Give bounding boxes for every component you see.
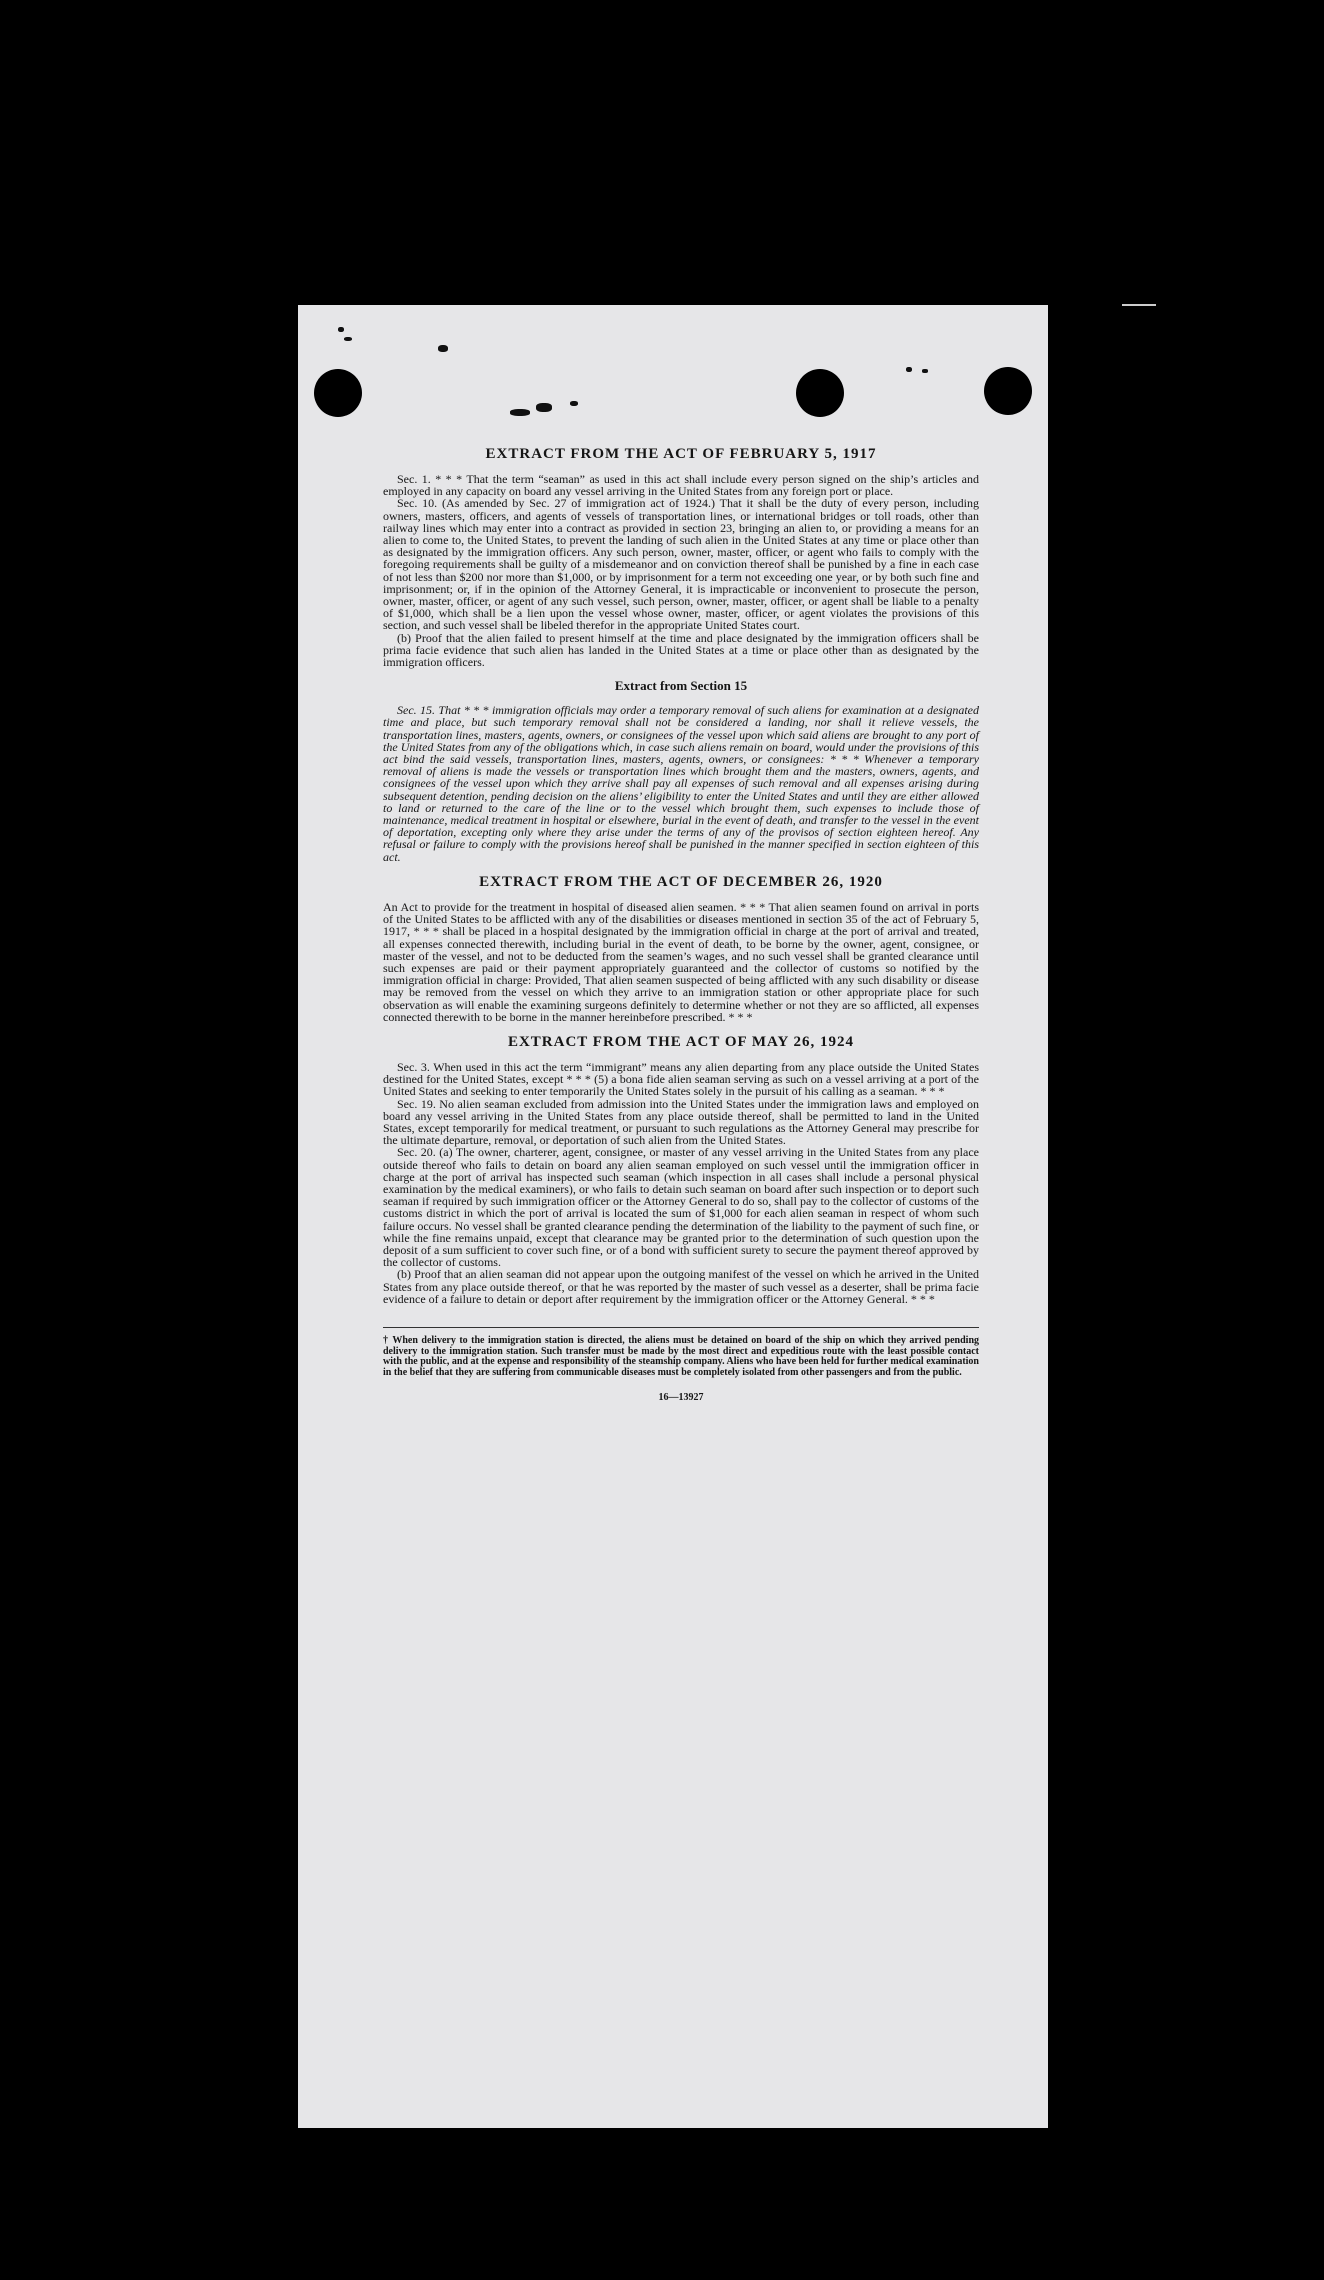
ink-speck (922, 369, 928, 373)
footnote-text: † When delivery to the immigration station is directed, the aliens must be detained on board of the ship on which they arrived pending delivery to the immigration station. Such transfer must be made by the most direct and expeditious route with the least possible contact with the public, and at the expense and responsibility of the steamship company. Aliens who have been held for further medical examination in the belief that they are suffering from communicable diseases must be completely isolated from other passengers and from the public. (383, 1334, 979, 1378)
ink-speck (510, 409, 530, 416)
form-number: 16—13927 (658, 1392, 704, 1404)
ink-speck (536, 403, 552, 412)
document-body (383, 445, 979, 1403)
ink-speck (570, 401, 578, 406)
heading-act-1917: EXTRACT FROM THE ACT OF FEBRUARY 5, 1917 (485, 446, 877, 462)
heading-section-15: Extract from Section 15 (614, 678, 748, 694)
act-1920-text: An Act to provide for the treatment in hospital of diseased alien seamen. * * * That alien seamen found on arrival in ports of the United States to be afflicted with any of the disabilities or diseases mentioned in section 35 of the act of February 5, 1917, * * * shall be placed in a hospital designated by the immigration official in charge at the port of arrival and treated, all expenses connected therewith, including burial in the event of death, to be borne by the owner, agent, consignee, or master of the vessel, and not to be deducted from the seamen’s wages, and no such vessel shall be granted clearance until such expenses are paid or their payment appropriately guaranteed and the collector of customs so notified by the immigration official in charge: Provided, That alien seamen suspected of being afflicted with any such disability or disease may be removed from the vessel on which they arrive to an immigration station or other appropriate place for such observation as will enable the examining surgeons definitely to determine whether or not they are so afflicted, all expenses connected therewith to be borne in the manner hereinbefore prescribed. * * * (383, 899, 979, 1024)
section-20b-text: (b) Proof that an alien seaman did not appear upon the outgoing manifest of the vessel on which he arrived in the United States from any place outside thereof, or that he was reported by the master of such vessel as a deserter, shall be prima facie evidence of a failure to detain or deport after requirement by the immigration officer or the Attorney General. * * * (383, 1267, 979, 1306)
scan-artifact (1122, 304, 1156, 306)
ink-speck (344, 337, 352, 341)
section-19-text: Sec. 19. No alien seaman excluded from admission into the United States under the immigration laws and employed on board any vessel arriving in the United States from any place outside thereof, shall be permitted to land in the United States, except temporarily for medical treatment, or pursuant to such regulations as the Attorney General may prescribe for the ultimate departure, removal, or deportation of such alien from the United States. (383, 1096, 979, 1148)
section-10b-text: (b) Proof that the alien failed to present himself at the time and place designated by the immigration officers shall be prima facie evidence that such alien has landed in the United States at a time or place other than as designated by the immigration officers. (383, 630, 979, 670)
ink-speck (438, 345, 448, 352)
footnote-divider (383, 1327, 979, 1328)
heading-act-1920: EXTRACT FROM THE ACT OF DECEMBER 26, 1920 (479, 873, 883, 890)
punch-hole-right (984, 367, 1032, 415)
section-10-text: Sec. 10. (As amended by Sec. 27 of immigration act of 1924.) That it shall be the duty of every person, including owners, masters, officers, and agents of vessels of transportation lines, or international bridges or toll roads, other than railway lines which may enter into a contract as provided in section 23, bringing an alien to, or providing a means for an alien to come to, the United States, to prevent the landing of such alien in the United States at any time or place other than as designated by the immigration officers. Any such person, owner, master, officer, or agent who fails to comply with the foregoing requirements shall be guilty of a misdemeanor and on conviction thereof shall be punished by a fine in each case of not less than $200 nor more than $1,000, or by imprisonment for a term not exceeding one year, or by both such fine and imprisonment; or, if in the opinion of the Attorney General, it is impracticable or inconvenient to prosecute the person, owner, master, officer, or agent of any such vessel, such person, owner, master, officer, or agent shall be liable to a penalty of $1,000, which shall be a lien upon the vessel whose owner, master, officer, or agent violates the provisions of this section, and such vessel shall be libeled therefor in the appropriate United States court. (383, 496, 979, 633)
section-20-text: Sec. 20. (a) The owner, charterer, agent, consignee, or master of any vessel arriving in the United States from any place outside thereof who fails to detain on board any alien seaman employed on such vessel until the immigration officer in charge at the port of arrival has inspected such seaman (which inspection in all cases shall include a personal physical examination by the medical examiners), or who fails to detain such seaman on board after such inspection or to deport such seaman if required by such immigration officer or the Attorney General to do so, shall pay to the collector of customs of the customs district in which the port of arrival is located the sum of $1,000 for each alien seaman in respect of whom such failure occurs. No vessel shall be granted clearance pending the determination of the liability to the payment of such fine, or while the fine remains unpaid, except that clearance may be granted prior to the determination of such question upon the deposit of a sum sufficient to cover such fine, or of a bond with sufficient surety to secure the payment thereof approved by the collector of customs. (383, 1145, 979, 1270)
document-page (298, 305, 1048, 2128)
section-1-text: Sec. 1. * * * That the term “seaman” as used in this act shall include every person signed on the ship’s articles and employed in any capacity on board any vessel arriving in the United States from any foreign port or place. (383, 472, 979, 499)
heading-act-1924: EXTRACT FROM THE ACT OF MAY 26, 1924 (507, 1033, 855, 1050)
ink-speck (906, 367, 912, 372)
section-3-text: Sec. 3. When used in this act the term “immigrant” means any alien departing from any place outside the United States destined for the United States, except * * * (5) a bona fide alien seaman serving as such on a vessel arriving at a port of the United States and seeking to enter temporarily the United States solely in the pursuit of his calling as a seaman. * * * (383, 1059, 979, 1099)
punch-hole-middle (796, 369, 844, 417)
punch-hole-left (314, 369, 362, 417)
section-15-text: Sec. 15. That * * * immigration officials may order a temporary removal of such aliens for examination at a designated time and place, but such temporary removal shall not be considered a landing, nor shall it relieve vessels, the transportation lines, masters, agents, owners, or consignees of the vessel upon which said aliens are brought to any port of the United States from any of the obligations which, in case such aliens remain on board, would under the provisions of this act bind the said vessels, transportation lines, masters, agents, owners, or consignees: * * * Whenever a temporary removal of aliens is made the vessels or transportation lines which brought them and the masters, owners, agents, and consignees of the vessel upon which they arrive shall pay all expenses of such removal and all expenses arising during subsequent detention, pending decision on the aliens’ eligibility to enter the United States and until they are either allowed to land or returned to the care of the line or to the vessel which brought them, such expenses to include those of maintenance, medical treatment in hospital or elsewhere, burial in the event of death, and transfer to the vessel in the event of deportation, excepting only where they arise under the terms of any of the provisos of section eighteen hereof. Any refusal or failure to comply with the provisions hereof shall be punished in the manner specified in section eighteen of this act. (383, 703, 979, 864)
ink-speck (338, 327, 344, 332)
